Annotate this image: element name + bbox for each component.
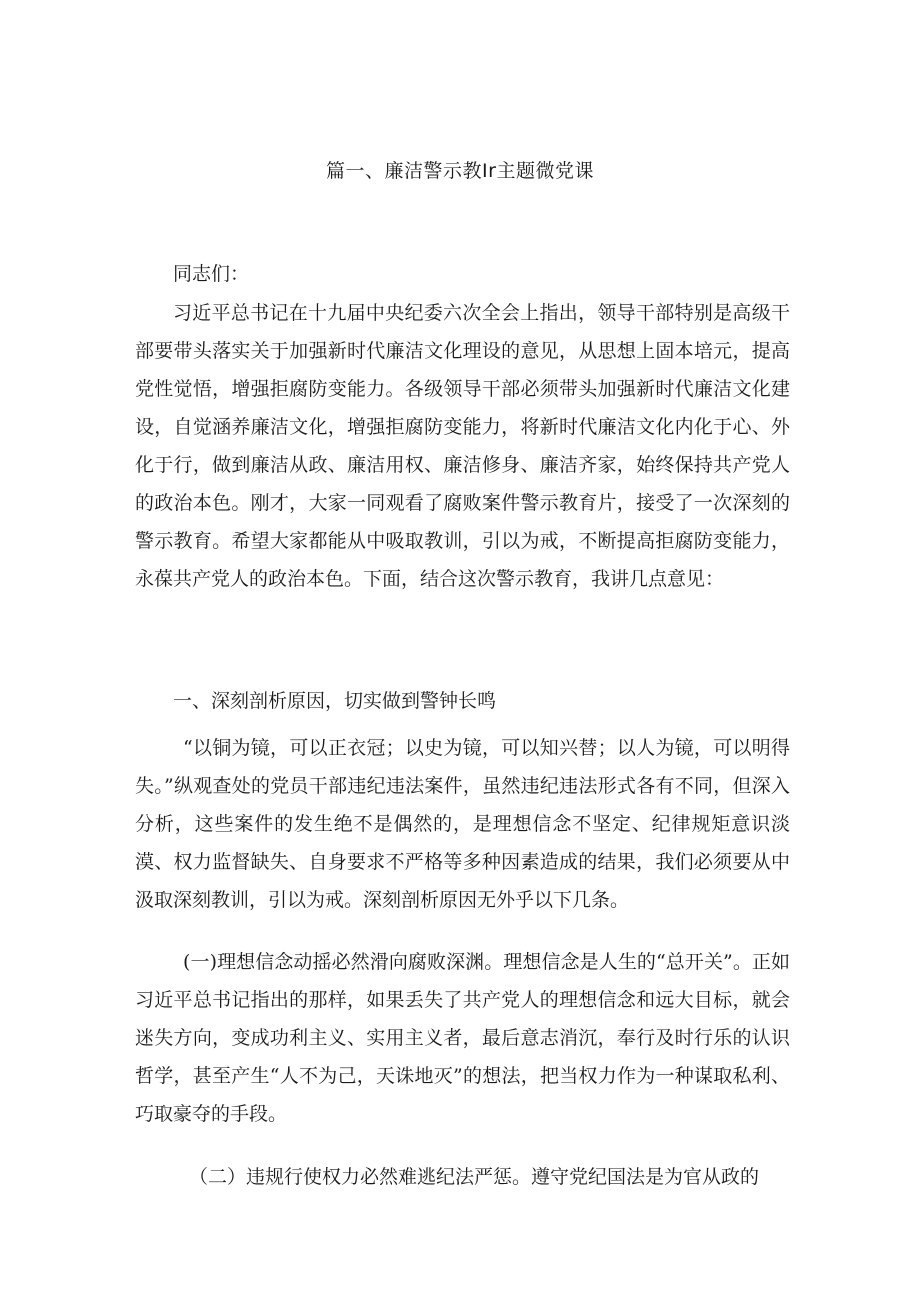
document-title: 篇一、廉洁警示教Ir主题微党课 <box>326 160 594 182</box>
paragraph-point-1: (一)理想信念动摇必然滑向腐败深渊。理想信念是人生的“总开关”。正如习近平总书记指出的那样，如果丢失了共产党人的理想信念和远大目标，就会迷失方向，变成功利主义、实用主义者，最后意志消沉，奉行及时行乐的认识哲学，甚至产生“人不为己，天诛地灭”的想法，把当权力作为一种谋取私利、巧取豪夺的手段。 <box>135 951 790 1125</box>
salutation: 同志们： <box>173 263 250 285</box>
paragraph-intro: 习近平总书记在十九届中央纪委六次全会上指出，领导干部特别是高级干部要带头落实关于加强新时代廉洁文化理设的意见，从思想上固本培元，提高党性觉悟，增强拒腐防变能力。各级领导干部必须带头加强新时代廉洁文化建设，自觉涵养廉洁文化，增强拒腐防变能力，将新时代廉洁文化内化于心、外化于行，做到廉洁从政、廉洁用权、廉洁修身、廉洁齐家，始终保持共产党人的政治本色。刚才，大家一同观看了腐败案件警示教育片，接受了一次深刻的警示教育。希望大家都能从中吸取教训，引以为戒，不断提高拒腐防变能力，永葆共产党人的政治本色。下面，结合这次警示教育，我讲几点意见： <box>135 302 790 590</box>
section-heading-1: 一、深刻剖析原因，切实做到警钟长鸣 <box>173 690 497 712</box>
paragraph-mirror-quote: “以铜为镜，可以正衣冠；以史为镜，可以知兴替；以人为镜，可以明得失。”纵观查处的党员干部违纪违法案件，虽然违纪违法形式各有不同，但深入分析，这些案件的发生绝不是偶然的，是理想信念不坚定、纪律规矩意识淡漠、权力监督缺失、自身要求不严格等多种因素造成的结果，我们必须要从中汲取深刻教训，引以为戒。深刻剖析原因无外乎以下几条。 <box>135 737 790 911</box>
paragraph-point-2: （二）违规行使权力必然难逃纪法严惩。遵守党纪国法是为官从政的 <box>189 1166 760 1188</box>
